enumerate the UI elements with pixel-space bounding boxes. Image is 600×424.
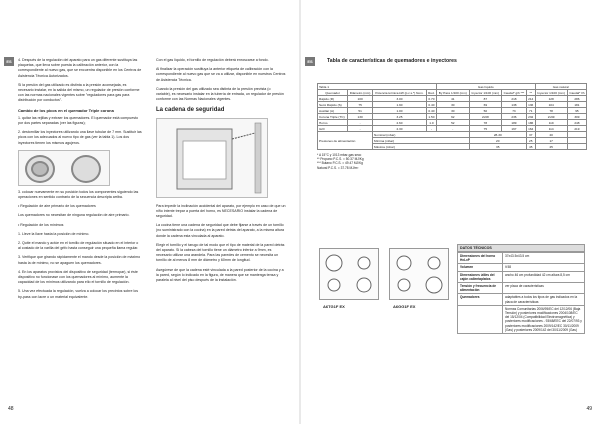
table-cell: 87 xyxy=(469,96,501,102)
burner-injector-table xyxy=(317,83,587,150)
column-header: By Pass 1/100 (mm) xyxy=(436,90,469,96)
table-cell: 1.0 xyxy=(426,120,436,126)
column-header: Red. xyxy=(428,90,435,95)
table-cell: 130 xyxy=(348,114,373,120)
table-notes xyxy=(317,153,587,170)
table-cell: 167 xyxy=(501,126,526,132)
step: 4. En los aparatos provistos del dispositivo de seguridad (termopar), si éste dispositivo no funcionase con los quemadores al mínimo, aumente la capacidad de los mínimos utilizando para ello el tornillo de regulación. xyxy=(18,269,138,285)
table-cell: 2x99 xyxy=(535,114,567,120)
table-cell: 214 xyxy=(528,96,534,101)
step: 2. destornillar los inyectores utilizando una llave tubular de 7 mm. Sustituir las picos con los adecuados al nuevo tipo de gas (ver la tabla 1). Los dos inyectores tienen los mismos agujeros. xyxy=(18,130,142,145)
table-cell: 236 xyxy=(501,114,526,120)
table-cell: 181 xyxy=(567,102,586,108)
technical-data-row xyxy=(458,253,585,264)
step: 1. Lleve la llave hasta la posición de mínimo. xyxy=(18,231,90,236)
table-cell: 1.00 xyxy=(373,108,427,114)
table-cell: 78 xyxy=(535,108,567,114)
data-key: Tensión y frecuencia de alimentación xyxy=(458,283,503,294)
model-label: A6TG1F EX xyxy=(323,304,345,309)
burner-cap-icon xyxy=(71,155,101,183)
table-cell: 41 xyxy=(436,96,469,102)
burner-table-wrap xyxy=(317,83,587,170)
column-header: ** xyxy=(526,90,535,96)
paragraph: Cuando la presión del gas utilizado sea distinta de la presión prevista (o variable), es necesario instalar en la tubería de entrada, un regulador de presión conforme con las Normas Nacionales vigentes. xyxy=(156,86,284,102)
step: • Regulación de los mínimos xyxy=(18,222,64,227)
hob-panel-a6gg1f xyxy=(389,248,449,300)
pressure-label: Presiones de alimentación xyxy=(318,132,373,150)
table-cell: 186 xyxy=(528,120,534,125)
table-cell: 2.60 xyxy=(373,120,427,126)
column-header: Quemador xyxy=(318,90,348,96)
data-key: Dimensiones del horno HxLxP xyxy=(458,253,503,264)
table-cell: - xyxy=(348,120,373,126)
table-cell: Corona Triple (TC) xyxy=(318,114,348,120)
table-cell: 0.40 xyxy=(426,108,436,114)
paragraph: Elegir el tornillo y el tarugo de tal modo que el tipo de material de la pared detrás del aparato. Si la cabeza del tornillo tiene un diámetro inferior a 9mm, es necesario utilizar una arandela. Para las paredes de cemento se necesita un tornillo de al menos 8 mm de diámetro y 60mm de longitud. xyxy=(156,242,285,263)
table-cell: Rápido (R) xyxy=(318,96,348,102)
table-cell: 2.30 xyxy=(373,126,427,132)
column-header: Potencia térmica kW (p.c.s.*) Nom. xyxy=(373,90,427,96)
table-note: ** Propano P.C.S. = 50.37 MJ/Kg xyxy=(317,157,364,162)
left-column-2 xyxy=(156,58,286,287)
technical-data-table xyxy=(457,252,585,334)
left-page xyxy=(0,0,299,424)
table-cell: 75 xyxy=(469,126,501,132)
pressure-type: Máxima (mbar) xyxy=(373,144,470,150)
data-value: ancho 46 cm profundidad 42 cm altura 8,5 cm xyxy=(503,271,585,282)
table-cell: 78 xyxy=(469,120,501,126)
pressure-value: 37 xyxy=(526,132,535,138)
data-value: 37x43.5x43.5 cm xyxy=(503,253,585,264)
pressure-value: 20 xyxy=(535,132,567,138)
technical-data-row xyxy=(458,294,585,305)
column-header: Caudal* l/h xyxy=(567,90,586,96)
hob-panel-a6tg1f xyxy=(319,248,379,300)
data-value: lt 58 xyxy=(503,264,585,271)
paragraph: Si la presión del gas utilizado es distinta a la presión aconsejada, es necesario instalar, en la salida del mismo, un regulador de presión conforme con las normas nacionales vigentes sobre "reguladores para gas para distribución por conductos". xyxy=(18,82,140,103)
data-key: Volumen xyxy=(458,264,503,271)
table-cell: 3.00 xyxy=(373,96,427,102)
pressure-value: 28-30 xyxy=(469,132,526,138)
paragraph: La cocina tiene una cadena de seguridad que debe fijarse a través de un tornillo (no suministrado con la cocina) en la pared detrás del aparato, a la misma altura donde la cadena esta vinculada al aparato. xyxy=(156,223,285,238)
pressure-value: 25 xyxy=(535,144,567,150)
paragraph: 4. Después de la regulación del aparato para un gas diferente sustituya las plaquetas, que lleva sobre puesta la calibración anterior, con la correspondiente al nuevo gas, que se encuentra disponible en los Centros de Asistencia Técnica Autorizados. xyxy=(18,58,142,78)
table-cell: 100 xyxy=(348,96,373,102)
table-cell: Grill xyxy=(318,126,348,132)
paragraph: Para impedir la inclinación accidental del aparato, por ejemplo en caso de que un niño intente trepar a puerta del horno, es NECESARIO instalar la cadena de seguridad. xyxy=(156,203,286,219)
pressure-pad xyxy=(567,144,586,150)
pressure-value: 25 xyxy=(526,138,535,144)
table-cell: 114 xyxy=(535,126,567,132)
column-header: Caudal* g/h *** xyxy=(501,90,526,96)
table-cell: 309 xyxy=(567,114,586,120)
table-cell: - xyxy=(436,126,469,132)
table-cell: Horno xyxy=(318,120,348,126)
pressure-value: 17 xyxy=(535,138,567,144)
table-cell: 119 xyxy=(535,120,567,126)
table-note: *** Butano P.C.S. = 49.47 MJ/Kg xyxy=(317,161,363,166)
table-cell: - xyxy=(426,126,436,132)
step: 3. Verifique que girando rápidamente el mando desde la posición de máximo hasta la de mínimo, no se apaguen los quemadores. xyxy=(18,255,141,265)
data-value: ver placa de características xyxy=(503,283,585,294)
table-cell: 164 xyxy=(528,126,534,131)
table-cell: 286 xyxy=(567,96,586,102)
technical-data-row xyxy=(458,283,585,294)
table-cell: 69 xyxy=(469,102,501,108)
table-cell: 1.50 xyxy=(426,114,436,120)
data-value: Normas Comunitarias 2006/95/EC del 12/12/06 (Baja Tensión) y posteriores modificaciones 2004/108/EC del 15/12/04 (Compatibilidad Electromagnética) y posteriores modificaciones - 93/68/EEC del 22/07/93 y posteriores modificaciones 2009/142/EC 30/11/2009 (Gas) y posteriores 2009/142 del 30/11/2009 (Gas) xyxy=(503,305,585,333)
table-cell: 30 xyxy=(436,108,469,114)
step: Los quemadores no necesitan de ninguna regulación de aire primario. xyxy=(18,213,130,218)
table-cell: 0.70 xyxy=(426,96,436,102)
step: 1. quitar las rejillas y extraer los quemadores. El quemador está compuesto por dos partes separadas (ver las figuras); xyxy=(18,115,139,126)
pressure-type: Mínima (mbar) xyxy=(373,138,470,144)
table-cell: Semi Rápido (S) xyxy=(318,102,348,108)
technical-data xyxy=(457,244,585,334)
left-column-1 xyxy=(18,58,142,304)
column-header: Inyector 1/100 (mm) xyxy=(469,90,501,96)
table-note: Natural P.C.S. = 37.78 MJ/m³ xyxy=(317,165,359,170)
table-cell: 30 xyxy=(436,102,469,108)
table-cell: 104 xyxy=(535,102,567,108)
gas-liquido-header: Gas líquido xyxy=(436,84,535,90)
page-number: 49 xyxy=(586,406,592,412)
section-heading: La cadena de seguridad xyxy=(156,107,225,114)
technical-data-header: DATOS TÉCNICOS xyxy=(457,244,585,252)
oven-chain-illustration xyxy=(157,119,267,197)
table-cell: 62 xyxy=(436,114,469,120)
table-note: * A 15°C y 1013 mbar-gas seco xyxy=(317,153,362,157)
language-tag: ES xyxy=(4,57,14,66)
table-label: Tabla 1 xyxy=(318,84,437,90)
table-cell: 138 xyxy=(501,102,526,108)
step: 5. Una vez efectuada la regulación, vuelva a colocar los precintos sobre los by-pass con lacre o un material equivalente. xyxy=(18,289,139,299)
table-cell: 248 xyxy=(567,120,586,126)
page-title: Tabla de características de quemadores e inyectores xyxy=(327,58,457,64)
model-label: A6GG1F EX xyxy=(393,304,416,309)
table-cell: 51 xyxy=(348,108,373,114)
paragraph: Con el gas líquido, el tornillo de regulación deberá enroscarse a fondo. xyxy=(156,58,269,62)
technical-data-row xyxy=(458,271,585,282)
table-cell: Auxiliar (A) xyxy=(318,108,348,114)
language-tag: ES xyxy=(305,57,315,66)
table-cell: 75 xyxy=(348,102,373,108)
column-header: Inyector 1/100 (mm) xyxy=(535,90,567,96)
table-cell: 2x68 xyxy=(469,114,501,120)
table-cell: - xyxy=(348,126,373,132)
gas-natural-header: Gas natural xyxy=(535,84,587,90)
pressure-value: 45 xyxy=(526,144,535,150)
step: 3. colocar nuevamente en su posición todos los componentes siguiendo las operaciones en sentido contrario de la secuencia descripta arriba. xyxy=(18,189,139,200)
safety-chain-figure xyxy=(156,118,268,198)
table-cell: 50 xyxy=(469,108,501,114)
data-key xyxy=(458,305,503,333)
hob-layout-illustration xyxy=(390,249,448,299)
paragraph: Asegúrese de que la cadena esté vinculada a la pared posterior de la cocina y a la pared, según lo indicado en la figura, de manera que se mantenga tensa y paralela al nivel del piso después de la instalación. xyxy=(156,267,284,283)
column-header: Diámetro (mm) xyxy=(348,90,373,96)
table-cell: 71 xyxy=(526,108,535,114)
table-cell: 3.25 xyxy=(373,114,427,120)
data-value: adaptables a todos los tipos de gas indicados en la placa de características xyxy=(503,294,585,305)
table-cell: 128 xyxy=(535,96,567,102)
table-cell: 0.40 xyxy=(426,102,436,108)
section-heading: Cambio de los picos en el quemador Triple corona xyxy=(18,107,114,113)
technical-data-row xyxy=(458,305,585,333)
table-cell: 73 xyxy=(501,108,526,114)
table-cell: 218 xyxy=(501,96,526,102)
data-key: Quemadores xyxy=(458,294,503,305)
table-cell: 1.90 xyxy=(373,102,427,108)
step: 2. Quite el mando y actúe en el tornillo de regulación situado en el interior o al costado de la varilla del grifo hasta conseguir una pequeña llama regular. xyxy=(18,241,139,251)
step: • Regulación de aire primario de los quemadores xyxy=(18,204,96,209)
right-page xyxy=(301,0,600,424)
hob-layout-illustration xyxy=(320,249,378,299)
table-cell: 232 xyxy=(528,114,534,119)
data-key: Dimensiones útiles del cajón calientaplatos xyxy=(458,271,503,282)
paragraph: Al finalizar la operación sustituya la anterior etiqueta de calibración con la correspondiente al nuevo gas que se va a utilizar, disponible en nuestros Centros de Asistencia Técnica. xyxy=(156,67,286,82)
table-cell: 136 xyxy=(528,102,534,107)
technical-data-row xyxy=(458,264,585,271)
pressure-value: 20 xyxy=(469,138,526,144)
table-cell: 219 xyxy=(567,126,586,132)
table-cell: 52 xyxy=(436,120,469,126)
pressure-value: 35 xyxy=(469,144,526,150)
burner-core-icon xyxy=(31,161,49,177)
pressure-type: Nominal (mbar) xyxy=(373,132,470,138)
table-cell: 95 xyxy=(567,108,586,114)
page-number: 48 xyxy=(8,406,14,412)
burner-figure xyxy=(18,150,110,186)
table-cell: 189 xyxy=(501,120,526,126)
